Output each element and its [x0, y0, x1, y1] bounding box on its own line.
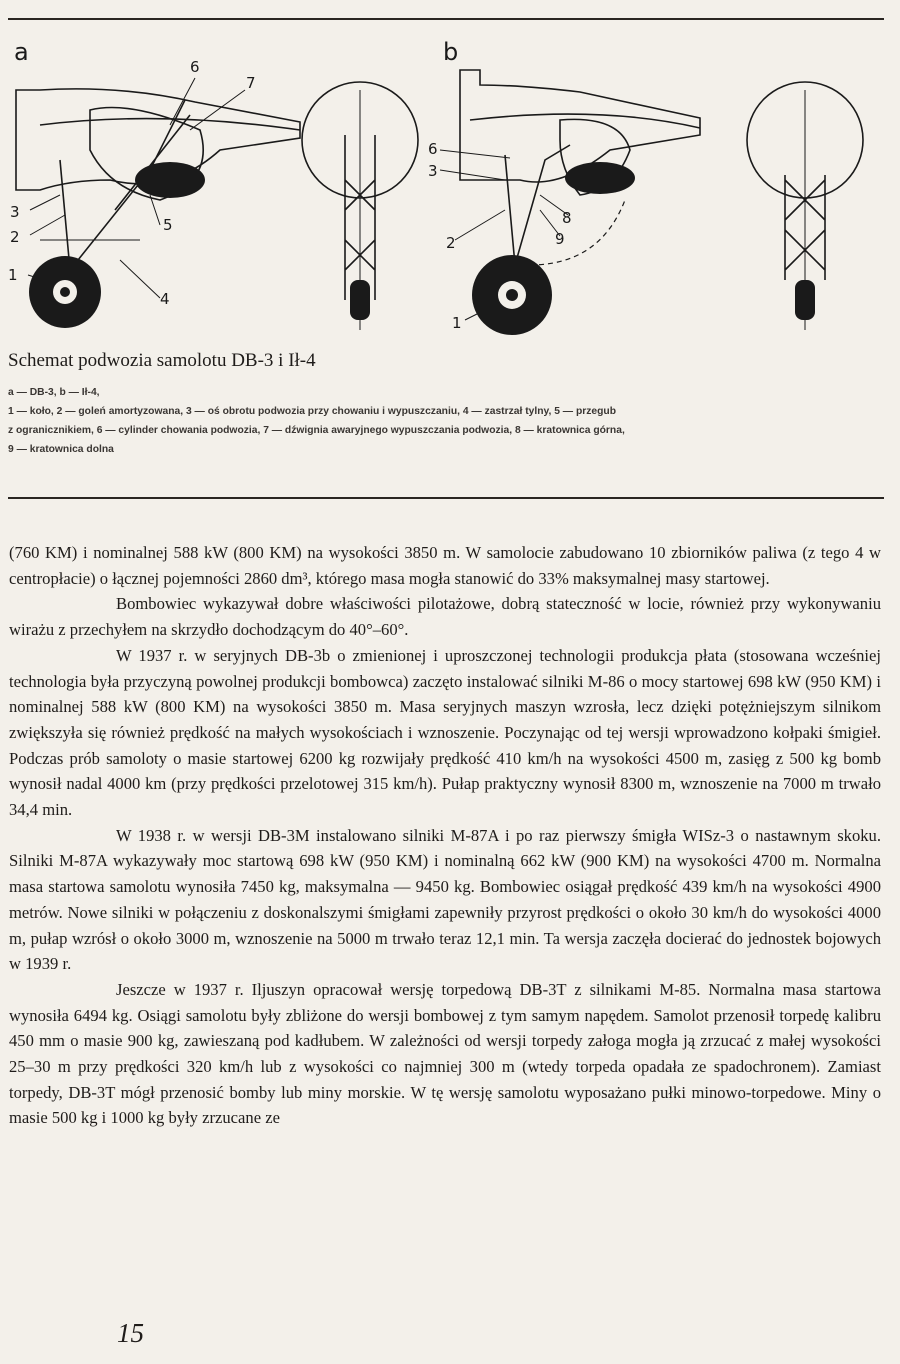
callout-a-4: 4: [160, 290, 170, 308]
body-text: [9, 540, 881, 1131]
wheel-a-front: [350, 280, 370, 320]
paragraph: Jeszcze w 1937 r. Iljuszyn opracował wersję torpedową DB-3T z silnikami M-85. Normalna masa startowa wynosiła 6494 kg. Osiągi samolotu były zbliżone do wersji bombowej z tym samym napędem. Samolot przenosił torpedę kalibru 450 mm o masie 900 kg, zawieszaną pod kadłubem. W zależności od wersji torpedy załoga mogła ją zrzucać z małej wysokości 25–30 m przy prędkości 320 km/h lub z wysokości co najmniej 300 m (wtedy torpeda opadała ze spadochronem). Zamiast torpedy, DB-3T mógł przenosić bomby lub miny morskie. W tę wersję samolotu wyposażano pułki minowo-torpedowe. Miny o masie 500 kg i 1000 kg były zrzucane ze: [9, 979, 881, 1128]
wheel-b-bay: [565, 162, 635, 194]
landing-gear-diagram: [0, 30, 900, 340]
callout-b-2: 2: [446, 234, 456, 252]
paragraph: W 1938 r. w wersji DB-3M instalowano silniki M-87A i po raz pierwszy śmigła WISz-3 o nastawnym skoku. Silniki M-87A wykazywały moc startową 698 kW (950 KM) i nominalną 662 kW (900 KM) na wysokości 4700 m. Normalna masa startowa samolotu wynosiła 7450 kg, maksymalna — 9450 kg. Bombowiec osiągał prędkość 439 km/h na wysokości 4900 metrów. Nowe silniki w połączeniu z doskonalszymi śmigłami zapewniły przyrost prędkości o około 30 km/h do wysokości 4000 m, pułap wzrósł o około 3000 m, wznoszenie na 5000 m trwało teraz 12,1 min. Ta wersja zaczęła docierać do jednostek bojowych w 1939 r.: [9, 825, 881, 974]
callout-a-5: 5: [163, 216, 173, 234]
paragraph: (760 KM) i nominalnej 588 kW (800 KM) na wysokości 3850 m. W samolocie zabudowano 10 zbiorników paliwa (z tego 4 w centropłacie) o łącznej pojemności 2860 dm³, którego masa mogła stanowić do 33% maksymalnej masy startowej.: [9, 543, 881, 588]
callout-b-3: 3: [428, 162, 438, 180]
paragraph: W 1937 r. w seryjnych DB-3b o zmienionej i uproszczonej technologii produkcja płata (stosowana wcześniej technologia była przyczyną powolnej produkcji bombowca) zaczęto instalować silniki M-86 o mocy startowej 698 kW (950 KM) i nominalnej 588 kW (800 KM) na wysokości 3850 m. Masa seryjnych maszyn wzrosła, lecz dzięki potężniejszym silnikom zwiększyła się również prędkość na małych wysokościach i wznoszenie. Poczynając od tej wersji wprowadzono kołpaki śmigieł. Podczas prób samoloty o masie startowej 6200 kg rozwijały prędkość 410 km/h na wysokości 4500 m, zasięg z 500 kg bomb wynosił nadal 4000 km (przy prędkości przelotowej 315 km/h). Pułap praktyczny wynosił 8300 m, wznoszenie na 7000 m trwało 34,4 min.: [9, 645, 881, 820]
paragraph: Bombowiec wykazywał dobre właściwości pilotażowe, dobrą stateczność w locie, również przy wykonywaniu wirażu z przechyłem na skrzydło dochodzącym do 40°–60°.: [9, 594, 881, 640]
legend-line: 9 — kratownica dolna: [8, 444, 114, 455]
callout-a-7: 7: [246, 74, 256, 92]
diagram-a-label: a: [14, 38, 29, 66]
page-number: 15: [117, 1318, 144, 1348]
legend-line: z ogranicznikiem, 6 — cylinder chowania podwozia, 7 — dźwignia awaryjnego wypuszczania podwozia, 8 — kratownica górna,: [8, 425, 625, 436]
landing-gear-figure: [0, 30, 900, 340]
callout-a-2: 2: [10, 228, 20, 246]
nacelle-b-centerline: [470, 114, 700, 128]
figure-caption-legend: [8, 383, 888, 459]
wheel-a-bay: [135, 162, 205, 198]
retraction-arc-b: [530, 200, 625, 265]
wheel-b-front: [795, 280, 815, 320]
callout-a-6: 6: [190, 58, 200, 76]
callout-a-3: 3: [10, 203, 20, 221]
top-rule: [8, 18, 884, 20]
callout-b-8: 8: [562, 209, 572, 227]
callout-b-1: 1: [452, 314, 462, 332]
figure-caption-title: Schemat podwozia samolotu DB-3 i Ił-4: [8, 350, 316, 371]
legend-line: a — DB-3, b — Ił-4,: [8, 387, 100, 398]
legend-line: 1 — koło, 2 — goleń amortyzowana, 3 — oś obrotu podwozia przy chowaniu i wypuszczaniu, 4 — zastrzał tylny, 5 — przegub: [8, 406, 616, 417]
strut-b-main: [505, 155, 515, 265]
callout-b-9: 9: [555, 230, 565, 248]
caption-divider-rule: [8, 497, 884, 499]
callout-b-6: 6: [428, 140, 438, 158]
diagram-b-label: b: [443, 38, 459, 66]
callout-a-1: 1: [8, 266, 18, 284]
